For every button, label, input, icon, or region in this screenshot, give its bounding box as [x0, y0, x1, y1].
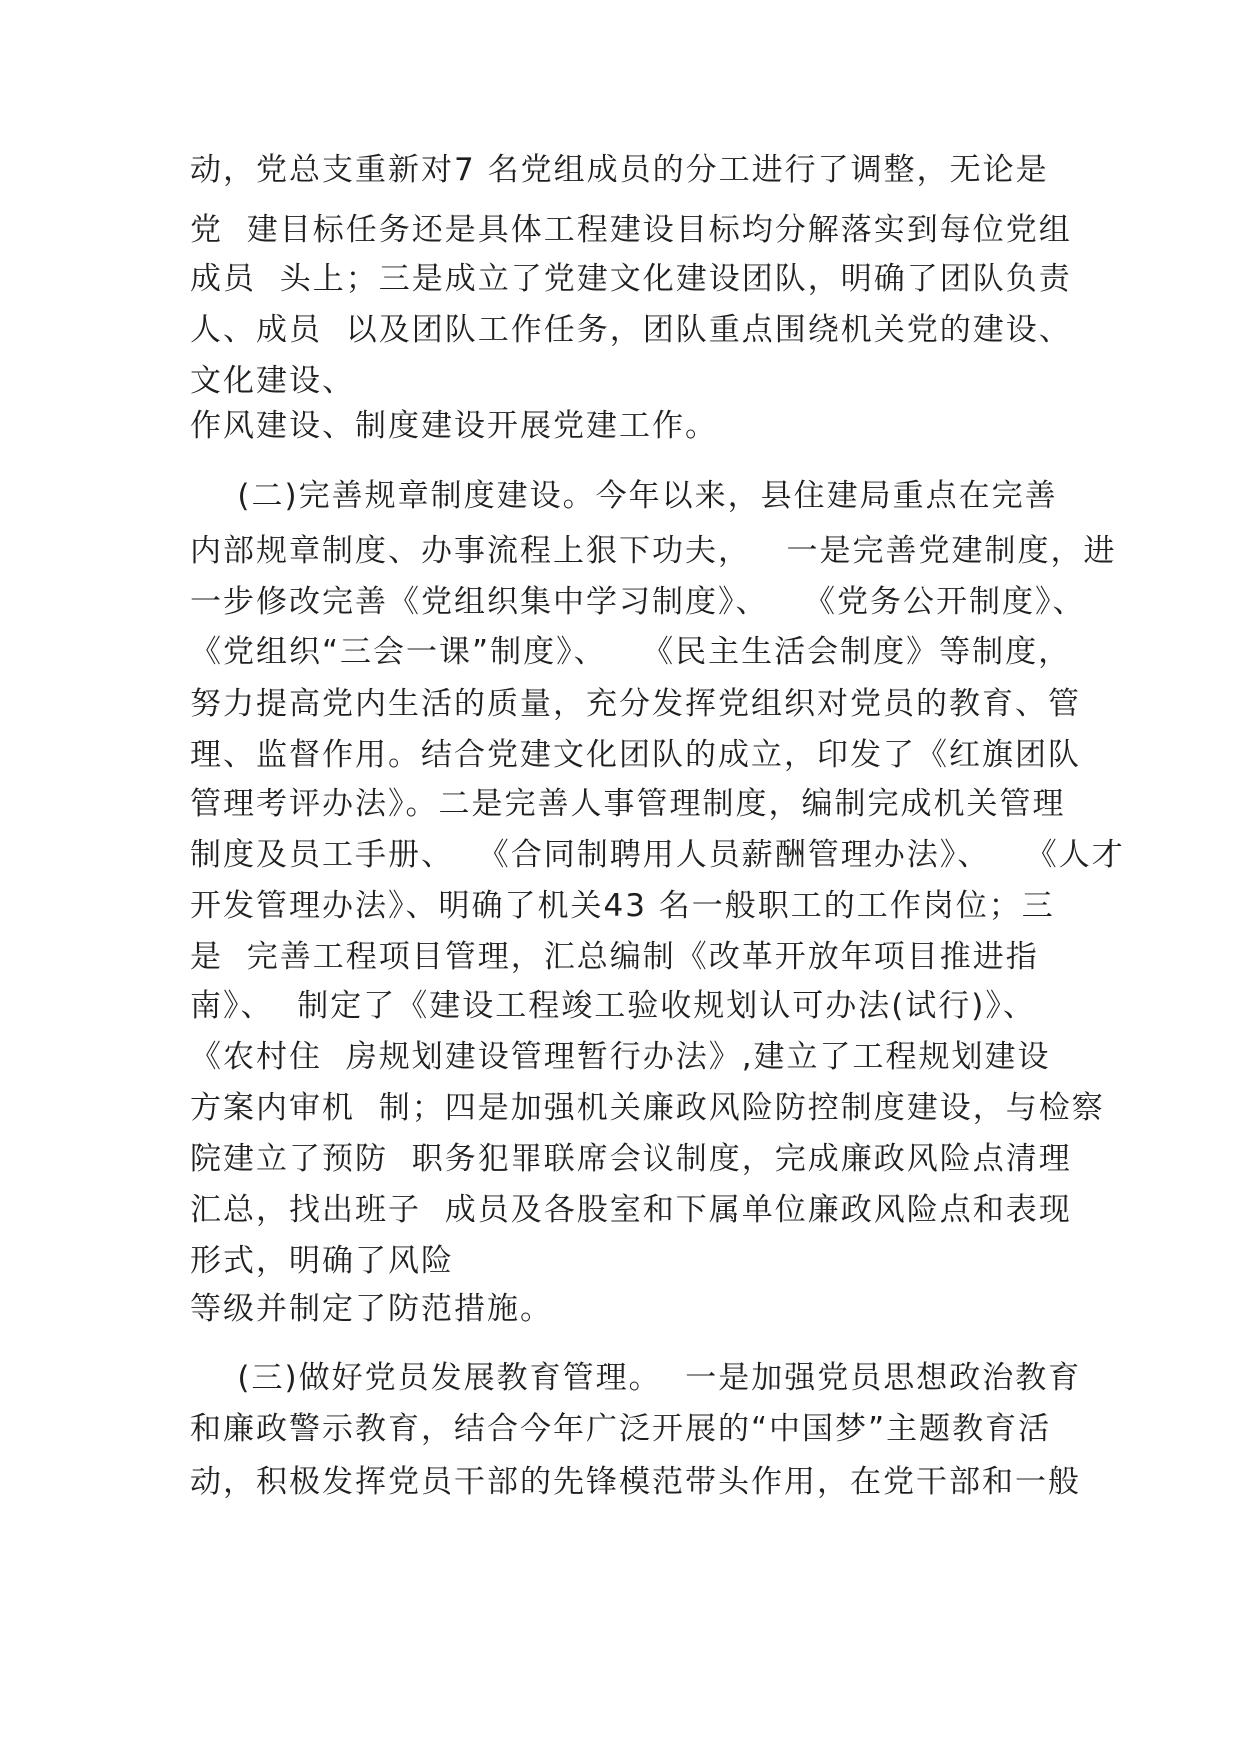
text-line: 管理考评办法》。二是完善人事管理制度，编制完成机关管理 — [190, 786, 1066, 822]
text-line: 成员 头上；三是成立了党建文化建设团队，明确了团队负责 — [190, 261, 1072, 297]
text-line: 党 建目标任务还是具体工程建设目标均分解落实到每位党组 — [190, 212, 1072, 248]
text-line: (二)完善规章制度建设。今年以来，县住建局重点在完善 — [190, 478, 1058, 514]
text-line: 汇总，找出班子 成员及各股室和下属单位廉政风险点和表现 — [190, 1192, 1072, 1228]
text-line: 理、监督作用。结合党建文化团队的成立，印发了《红旗团队 — [190, 737, 1081, 773]
text-line: 动，党总支重新对7 名党组成员的分工进行了调整，无论是 — [190, 152, 1049, 188]
text-line: 动，积极发挥党员干部的先锋模范带头作用，在党干部和一般 — [190, 1464, 1081, 1500]
text-line: 《农村住 房规划建设管理暂行办法》,建立了工程规划建设 — [190, 1039, 1051, 1075]
text-line: 院建立了预防 职务犯罪联席会议制度，完成廉政风险点清理 — [190, 1141, 1072, 1177]
text-line: 内部规章制度、办事流程上狠下功夫， 一是完善党建制度，进 — [190, 533, 1117, 569]
text-line: 制度及员工手册、 《合同制聘用人员薪酬管理办法》、 《人才 — [190, 837, 1125, 873]
text-line: 一步修改完善《党组织集中学习制度》、 《党务公开制度》、 — [190, 584, 1086, 620]
text-line: 方案内审机 制；四是加强机关廉政风险防控制度建设，与检察 — [190, 1090, 1105, 1126]
text-line: 文化建设、 — [190, 363, 355, 399]
text-line: 南》、 制定了《建设工程竣工验收规划认可办法(试行)》、 — [190, 988, 1036, 1024]
text-line: 等级并制定了防范措施。 — [190, 1291, 553, 1327]
text-line: 《党组织“三会一课”制度》、 《民主生活会制度》等制度， — [190, 634, 1072, 670]
text-line: 形式，明确了风险 — [190, 1243, 454, 1279]
text-line: 开发管理办法》、明确了机关43 名一般职工的工作岗位；三 — [190, 888, 1055, 924]
text-line: 和廉政警示教育，结合今年广泛开展的“中国梦”主题教育活 — [190, 1411, 1052, 1447]
text-line: 作风建设、制度建设开展党建工作。 — [190, 408, 718, 444]
text-line: 人、成员 以及团队工作任务，团队重点围绕机关党的建设、 — [190, 312, 1072, 348]
text-line: (三)做好党员发展教育管理。 一是加强党员思想政治教育 — [190, 1360, 1082, 1396]
text-line: 是 完善工程项目管理，汇总编制《改革开放年项目推进指 — [190, 939, 1039, 975]
text-line: 努力提高党内生活的质量，充分发挥党组织对党员的教育、管 — [190, 686, 1081, 722]
